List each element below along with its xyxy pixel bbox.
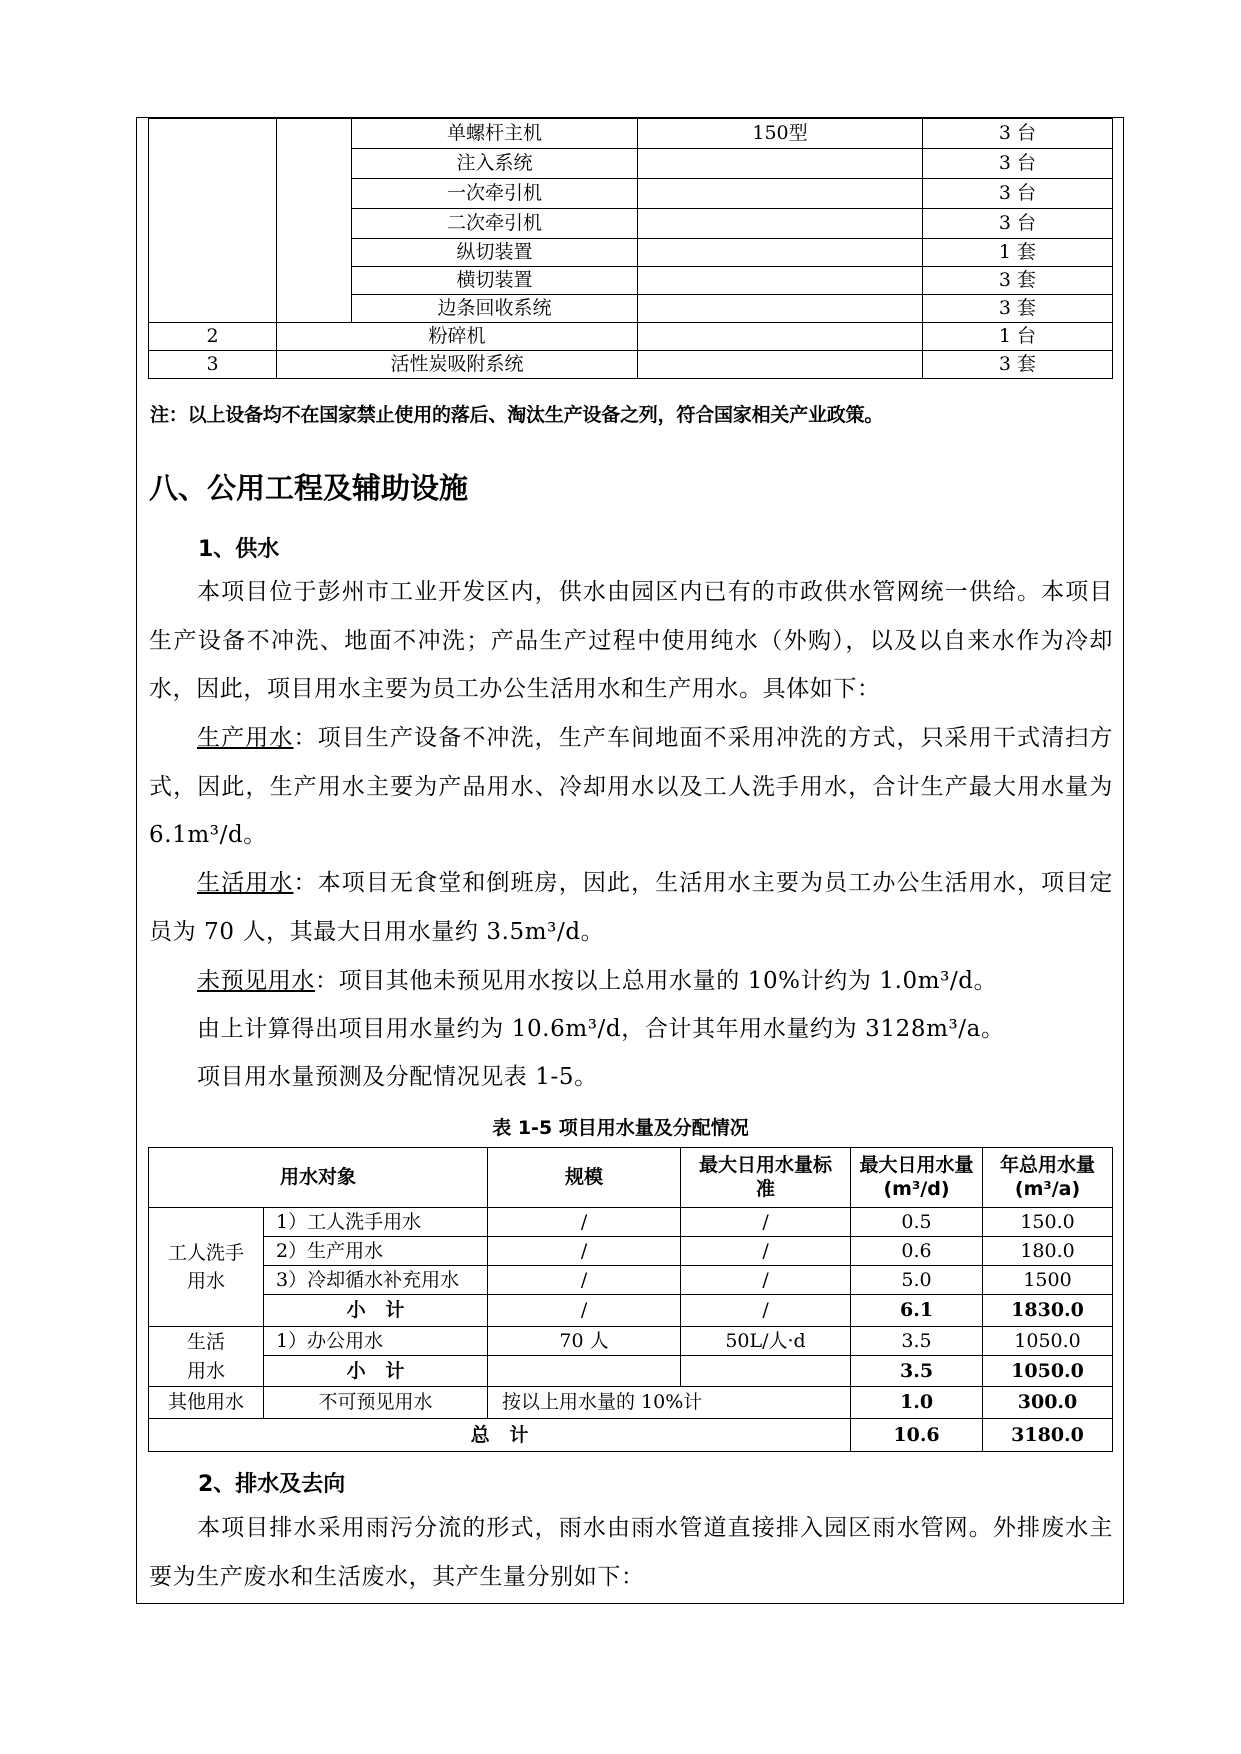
equipment-spec — [638, 209, 923, 239]
header-annual: 年总用水量(m³/a) — [983, 1148, 1113, 1208]
row-std: 50L/人·d — [681, 1327, 851, 1356]
row-item: 3）冷却循水补充用水 — [264, 1266, 488, 1295]
equipment-name: 二次牵引机 — [352, 209, 638, 239]
equipment-no: 2 — [149, 323, 277, 351]
subsection-drainage: 2、排水及去向 — [198, 1472, 346, 1497]
paragraph-total-water: 由上计算得出项目用水量约为 10.6m³/d，合计其年用水量约为 3128m³/a。 — [197, 1016, 1005, 1042]
label-domestic-water: 生活用水 — [197, 870, 294, 896]
row-std: / — [681, 1208, 851, 1237]
equipment-spec — [638, 149, 923, 179]
header-scale: 规模 — [488, 1148, 681, 1208]
equipment-spec — [638, 239, 923, 267]
total-label — [149, 1419, 851, 1452]
group-worker-hand-wash: 工人洗手用水 — [149, 1208, 264, 1327]
equipment-group-cell — [277, 119, 352, 323]
paragraph-drainage: 本项目排水采用雨污分流的形式，雨水由雨水管道直接排入园区雨水管网。外排废水主要为生产废水和生活废水，其产生量分别如下： — [149, 1515, 1113, 1590]
equipment-name: 横切装置 — [352, 267, 638, 295]
section-title: 八、公用工程及辅助设施 — [149, 471, 469, 505]
subtotal-label-text: 小 计 — [346, 1359, 405, 1382]
equipment-name: 注入系统 — [352, 149, 638, 179]
text-production-water: ：项目生产设备不冲洗，生产车间地面不采用冲洗的方式，只采用干式清扫方式，因此，生产用水主要为产品用水、冷却用水以及工人洗手用水，合计生产最大用水量为 6.1m³/d。 — [149, 725, 1113, 848]
paragraph-domestic-water — [149, 859, 1113, 956]
row-item: 不可预见用水 — [264, 1387, 488, 1419]
paragraph-water-supply: 本项目位于彭州市工业开发区内，供水由园区内已有的市政供水管网统一供给。本项目生产设备不冲洗、地面不冲洗；产品生产过程中使用纯水（外购），以及以自来水作为冷却水，因此，项目用水主要为员工办公生活用水和生产用水。具体如下： — [149, 579, 1113, 702]
subsection-water-supply: 1、供水 — [198, 537, 280, 562]
row-annual: 150.0 — [983, 1208, 1113, 1237]
equipment-qty: 3 台 — [923, 119, 1113, 149]
total-label-text: 总 计 — [470, 1423, 529, 1446]
equipment-qty: 3 台 — [923, 209, 1113, 239]
subtotal-std: / — [681, 1295, 851, 1327]
group-domestic: 生活用水 — [149, 1327, 264, 1387]
paragraph-production-water — [149, 714, 1113, 860]
equipment-name: 单螺杆主机 — [352, 119, 638, 149]
subtotal-annual: 1830.0 — [983, 1295, 1113, 1327]
row-annual: 300.0 — [983, 1387, 1113, 1419]
equipment-name: 粉碎机 — [277, 323, 638, 351]
subtotal-label — [264, 1295, 488, 1327]
equipment-spec — [638, 323, 923, 351]
subtotal-label-text: 小 计 — [346, 1299, 405, 1322]
subtotal-annual: 1050.0 — [983, 1356, 1113, 1387]
equipment-name: 一次牵引机 — [352, 179, 638, 209]
row-scale: / — [488, 1266, 681, 1295]
row-daily: 0.5 — [851, 1208, 983, 1237]
row-annual: 1050.0 — [983, 1327, 1113, 1356]
subtotal-scale — [488, 1356, 681, 1387]
row-item: 1）工人洗手用水 — [264, 1208, 488, 1237]
equipment-table — [148, 118, 1113, 379]
table-caption: 表 1-5 项目用水量及分配情况 — [492, 1117, 749, 1139]
subtotal-scale: / — [488, 1295, 681, 1327]
total-daily: 10.6 — [851, 1419, 983, 1452]
subtotal-std — [681, 1356, 851, 1387]
row-daily: 3.5 — [851, 1327, 983, 1356]
equipment-no: 3 — [149, 351, 277, 379]
row-item: 2）生产用水 — [264, 1237, 488, 1266]
total-annual: 3180.0 — [983, 1419, 1113, 1452]
equipment-name: 纵切装置 — [352, 239, 638, 267]
equipment-qty: 1 套 — [923, 239, 1113, 267]
row-annual: 1500 — [983, 1266, 1113, 1295]
equipment-spec — [638, 267, 923, 295]
equipment-name: 活性炭吸附系统 — [277, 351, 638, 379]
row-daily: 0.6 — [851, 1237, 983, 1266]
row-scale: 70 人 — [488, 1327, 681, 1356]
equipment-no-cell — [149, 119, 277, 323]
row-scale: 按以上用水量的 10%计 — [488, 1387, 851, 1419]
row-std: / — [681, 1266, 851, 1295]
subtotal-daily: 6.1 — [851, 1295, 983, 1327]
text-unforeseen-water: ：项目其他未预见用水按以上总用水量的 10%计约为 1.0m³/d。 — [315, 968, 998, 994]
subtotal-daily: 3.5 — [851, 1356, 983, 1387]
water-use-table — [148, 1147, 1113, 1452]
row-daily: 1.0 — [851, 1387, 983, 1419]
header-object: 用水对象 — [149, 1148, 488, 1208]
row-item: 1）办公用水 — [264, 1327, 488, 1356]
equipment-spec — [638, 179, 923, 209]
equipment-qty: 3 套 — [923, 351, 1113, 379]
paragraph-table-ref: 项目用水量预测及分配情况见表 1-5。 — [197, 1064, 598, 1090]
header-daily: 最大日用水量(m³/d) — [851, 1148, 983, 1208]
equipment-spec — [638, 295, 923, 323]
equipment-spec — [638, 351, 923, 379]
equipment-note: 注：以上设备均不在国家禁止使用的落后、淘汰生产设备之列，符合国家相关产业政策。 — [150, 404, 884, 426]
equipment-qty: 3 套 — [923, 267, 1113, 295]
subtotal-label — [264, 1356, 488, 1387]
label-production-water: 生产用水 — [197, 725, 294, 751]
equipment-qty: 3 套 — [923, 295, 1113, 323]
row-daily: 5.0 — [851, 1266, 983, 1295]
equipment-qty: 3 台 — [923, 179, 1113, 209]
equipment-qty: 3 台 — [923, 149, 1113, 179]
row-scale: / — [488, 1237, 681, 1266]
group-other: 其他用水 — [149, 1387, 264, 1419]
row-std: / — [681, 1237, 851, 1266]
label-unforeseen-water: 未预见用水 — [197, 968, 315, 994]
row-scale: / — [488, 1208, 681, 1237]
equipment-qty: 1 台 — [923, 323, 1113, 351]
paragraph-unforeseen-water — [149, 957, 1113, 1006]
text-domestic-water: ：本项目无食堂和倒班房，因此，生活用水主要为员工办公生活用水，项目定员为 70 人，其最大日用水量约 3.5m³/d。 — [149, 870, 1113, 945]
row-annual: 180.0 — [983, 1237, 1113, 1266]
equipment-name: 边条回收系统 — [352, 295, 638, 323]
header-std: 最大日用水量标准 — [681, 1148, 851, 1208]
equipment-spec: 150型 — [638, 119, 923, 149]
